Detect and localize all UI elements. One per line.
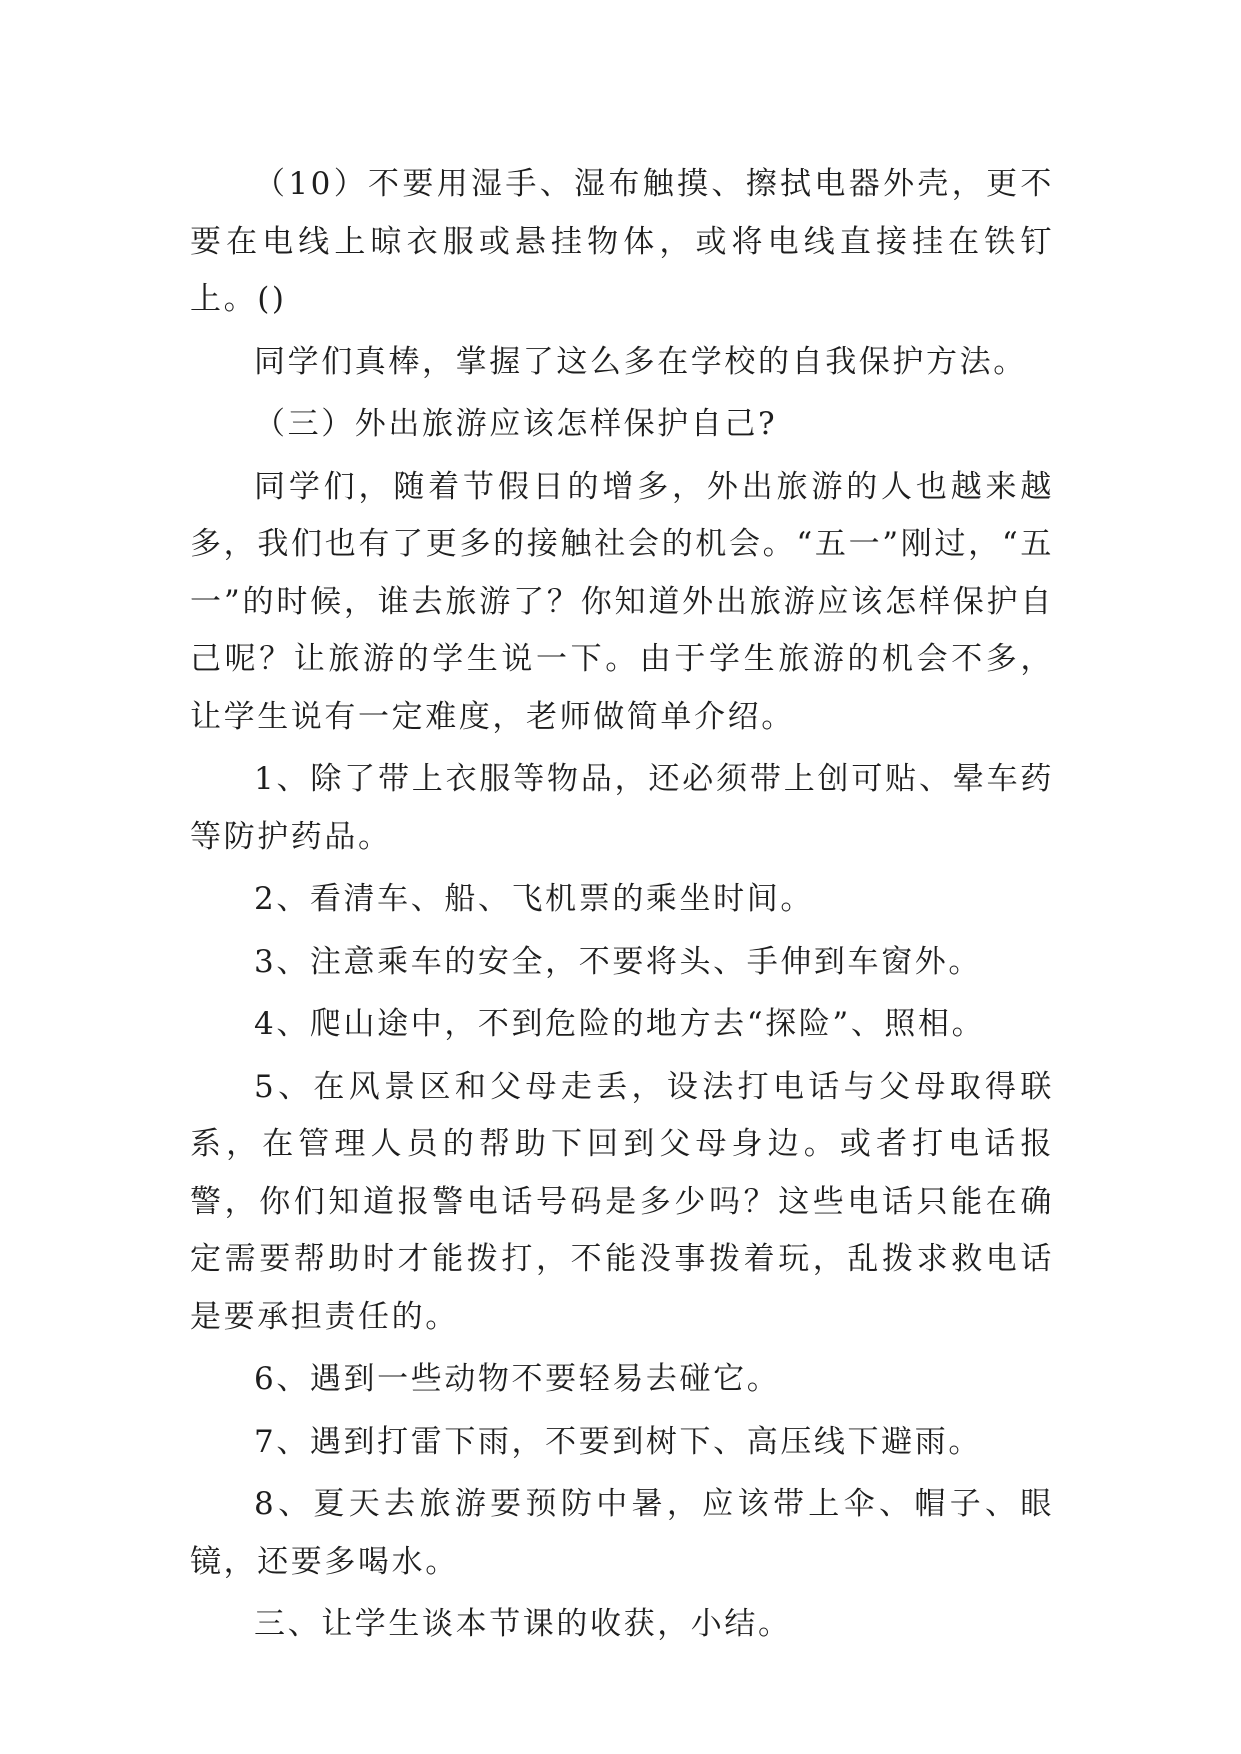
paragraph-electrical-safety: （10）不要用湿手、湿布触摸、擦拭电器外壳，更不要在电线上晾衣服或悬挂物体，或将电线直接挂在铁钉上。() bbox=[190, 166, 1054, 317]
list-item-2: 2、看清车、船、飞机票的乘坐时间。 bbox=[254, 881, 814, 917]
list-item-6: 6、遇到一些动物不要轻易去碰它。 bbox=[254, 1361, 781, 1397]
paragraph-praise: 同学们真棒，掌握了这么多在学校的自我保护方法。 bbox=[254, 343, 1027, 380]
list-item-4: 4、爬山途中，不到危险的地方去“探险”、照相。 bbox=[254, 1006, 986, 1042]
section-summary: 三、让学生谈本节课的收获，小结。 bbox=[254, 1606, 792, 1642]
list-item-8: 8、夏天去旅游要预防中暑，应该带上伞、帽子、眼镜，还要多喝水。 bbox=[190, 1486, 1054, 1580]
list-item-5: 5、在风景区和父母走丢，设法打电话与父母取得联系，在管理人员的帮助下回到父母身边。或者打电话报警，你们知道报警电话号码是多少吗？这些电话只能在确定需要帮助时才能拨打，不能没事拨着玩，乱拨求救电话是要承担责任的。 bbox=[190, 1068, 1054, 1335]
section-heading-travel: （三）外出旅游应该怎样保护自己? bbox=[254, 406, 778, 442]
list-item-3: 3、注意乘车的安全，不要将头、手伸到车窗外。 bbox=[254, 943, 982, 980]
list-item-7: 7、遇到打雷下雨，不要到树下、高压线下避雨。 bbox=[254, 1423, 982, 1460]
document-body bbox=[190, 156, 1054, 1659]
paragraph-travel-intro: 同学们，随着节假日的增多，外出旅游的人也越来越多，我们也有了更多的接触社会的机会。“五一”刚过，“五一”的时候，谁去旅游了？你知道外出旅游应该怎样保护自己呢？让旅游的学生说一下。由于学生旅游的机会不多，让学生说有一定难度，老师做简单介绍。 bbox=[190, 468, 1054, 735]
list-item-1: 1、除了带上衣服等物品，还必须带上创可贴、晕车药等防护药品。 bbox=[190, 761, 1054, 855]
